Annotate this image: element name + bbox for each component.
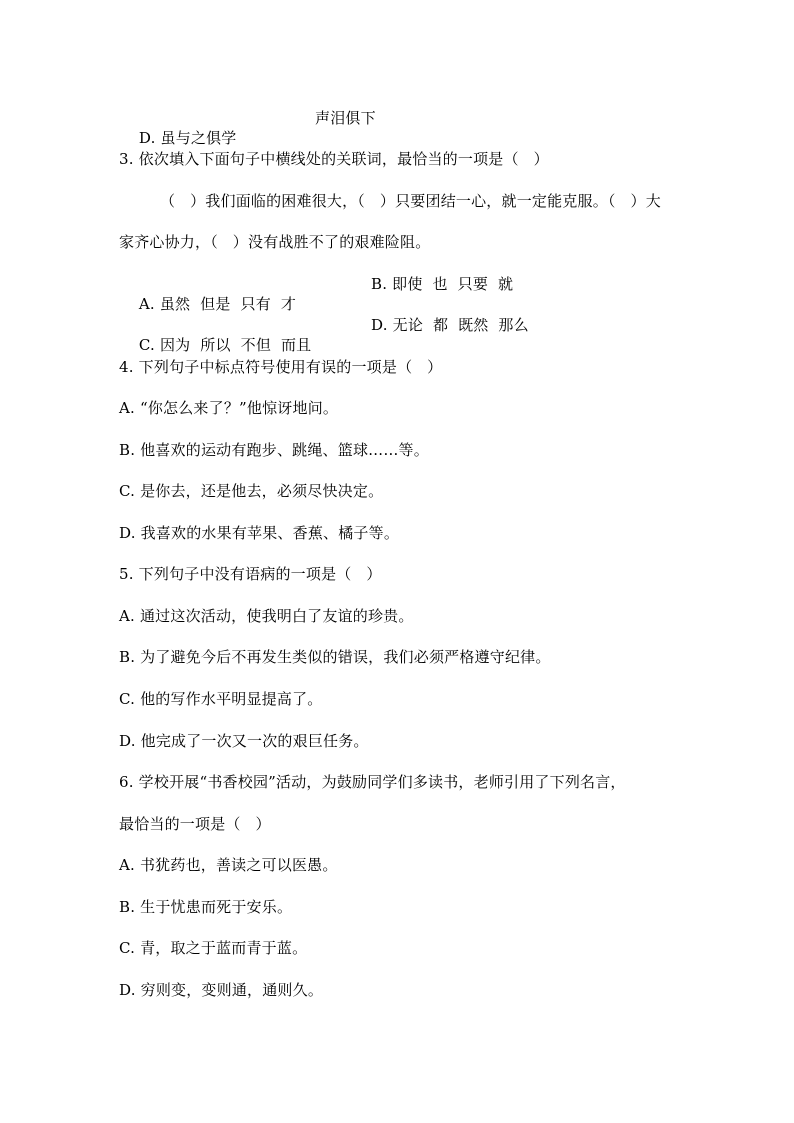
q3-stem: 3. 依次填入下面句子中横线处的关联词，最恰当的一项是（ ）: [119, 150, 549, 168]
q6-option-b: B. 生于忧患而死于安乐。: [119, 898, 293, 916]
q6-option-a: A. 书犹药也，善读之可以医愚。: [119, 856, 338, 874]
q3-option-b: B. 即使 也 只要 就: [371, 275, 514, 293]
q6-stem-line2: 最恰当的一项是（ ）: [119, 815, 271, 833]
q4-option-a: A. “你怎么来了？”他惊讶地问。: [119, 399, 339, 417]
q5-option-a: A. 通过这次活动，使我明白了友谊的珍贵。: [119, 607, 414, 625]
q3-sentence-line2: 家齐心协力，（ ）没有战胜不了的艰难险阻。: [119, 233, 431, 251]
q3-option-a: A. 虽然 但是 只有 才: [138, 295, 297, 313]
q4-option-b: B. 他喜欢的运动有跑步、跳绳、篮球……等。: [119, 441, 429, 459]
q4-option-c: C. 是你去，还是他去，必须尽快决定。: [119, 482, 384, 500]
q2-option-d-right: 声泪俱下: [315, 109, 376, 127]
q5-option-d: D. 他完成了一次又一次的艰巨任务。: [119, 732, 369, 750]
q5-option-c: C. 他的写作水平明显提高了。: [119, 690, 323, 708]
q6-option-d: D. 穷则变，变则通，通则久。: [119, 981, 324, 999]
q4-stem: 4. 下列句子中标点符号使用有误的一项是（ ）: [119, 358, 443, 376]
q6-stem-line1: 6. 学校开展“书香校园”活动，为鼓励同学们多读书，老师引用了下列名言，: [119, 773, 626, 791]
q3-sentence-line1: （ ）我们面临的困难很大，（ ）只要团结一心，就一定能克服。（ ）大: [160, 192, 661, 210]
q5-option-b: B. 为了避免今后不再发生类似的错误，我们必须严格遵守纪律。: [119, 648, 551, 666]
q4-option-d: D. 我喜欢的水果有苹果、香蕉、橘子等。: [119, 524, 400, 542]
q3-option-c: C. 因为 所以 不但 而且: [138, 336, 312, 354]
q3-options-row2: [119, 315, 529, 395]
q2-option-d-left: D. 虽与之俱学: [138, 129, 237, 147]
q6-option-c: C. 青，取之于蓝而青于蓝。: [119, 939, 308, 957]
q3-option-d: D. 无论 都 既然 那么: [371, 316, 529, 334]
q5-stem: 5. 下列句子中没有语病的一项是（ ）: [119, 565, 382, 583]
